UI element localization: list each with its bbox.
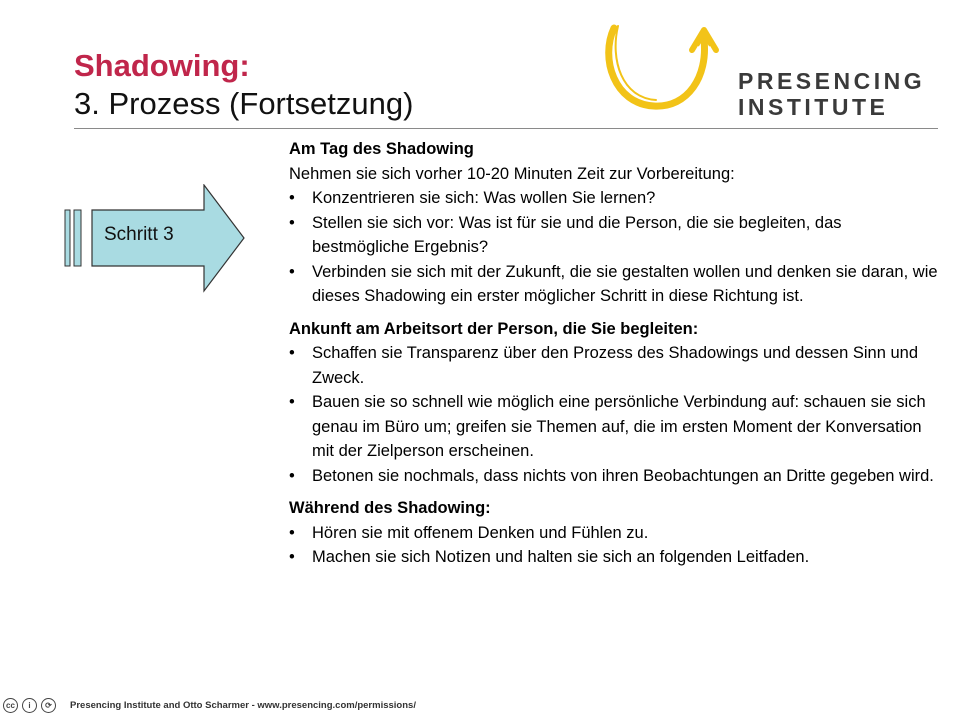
slide-subtitle: 3. Prozess (Fortsetzung) (74, 86, 414, 121)
section-heading: Am Tag des Shadowing (289, 140, 474, 158)
logo-line-1: PRESENCING (738, 68, 926, 94)
section-heading: Ankunft am Arbeitsort der Person, die Sie begleiten: (289, 319, 699, 338)
list-item: • Machen sie sich Notizen und halten sie sich an folgenden Leitfaden. (289, 545, 939, 570)
presencing-logo-arc (596, 20, 726, 120)
list-item: • Schaffen sie Transparenz über den Prozess des Shadowings und dessen Sinn und Zweck. (289, 341, 939, 390)
logo-line-2: INSTITUTE (738, 94, 889, 120)
slide-title: Shadowing: (74, 48, 250, 83)
list-item: • Betonen sie nochmals, dass nichts von ihren Beobachtungen an Dritte gegeben wird. (289, 464, 939, 489)
content-body (289, 137, 939, 578)
section-during-shadowing (289, 496, 939, 570)
creative-commons-icon: cc (3, 698, 18, 713)
title-divider (74, 128, 938, 129)
bullet-list (289, 341, 939, 488)
section-heading: Während des Shadowing: (289, 499, 491, 517)
attribution-icon: i (22, 698, 37, 713)
section-arrival (289, 317, 939, 489)
footer (0, 694, 416, 716)
list-item: • Verbinden sie sich mit der Zukunft, die sie gestalten wollen und denken sie daran, wie dieses Shadowing ein erster möglicher Schritt in diese Richtung ist. (289, 260, 939, 309)
list-item: • Hören sie mit offenem Denken und Fühlen zu. (289, 521, 939, 546)
list-item: • Konzentrieren sie sich: Was wollen Sie lernen? (289, 186, 939, 211)
bullet-list (289, 186, 939, 309)
section-intro: Nehmen sie sich vorher 10-20 Minuten Zeit zur Vorbereitung: (289, 164, 735, 183)
section-day-of-shadowing (289, 137, 939, 309)
bullet-list (289, 521, 939, 570)
presencing-logo-text (738, 68, 925, 120)
step-label: Schritt 3 (104, 224, 174, 245)
footer-credit: Presencing Institute and Otto Scharmer - www.presencing.com/permissions/ (70, 699, 416, 711)
list-item: • Stellen sie sich vor: Was ist für sie und die Person, die sie begleiten, das bestmögliche Ergebnis? (289, 211, 939, 260)
list-item: • Bauen sie so schnell wie möglich eine persönliche Verbindung auf: schauen sie sich genau im Büro um; greifen sie Themen auf, die im ersten Moment der Konversation mit der Zielperson erscheinen. (289, 390, 939, 464)
share-alike-icon: ⟳ (41, 698, 56, 713)
